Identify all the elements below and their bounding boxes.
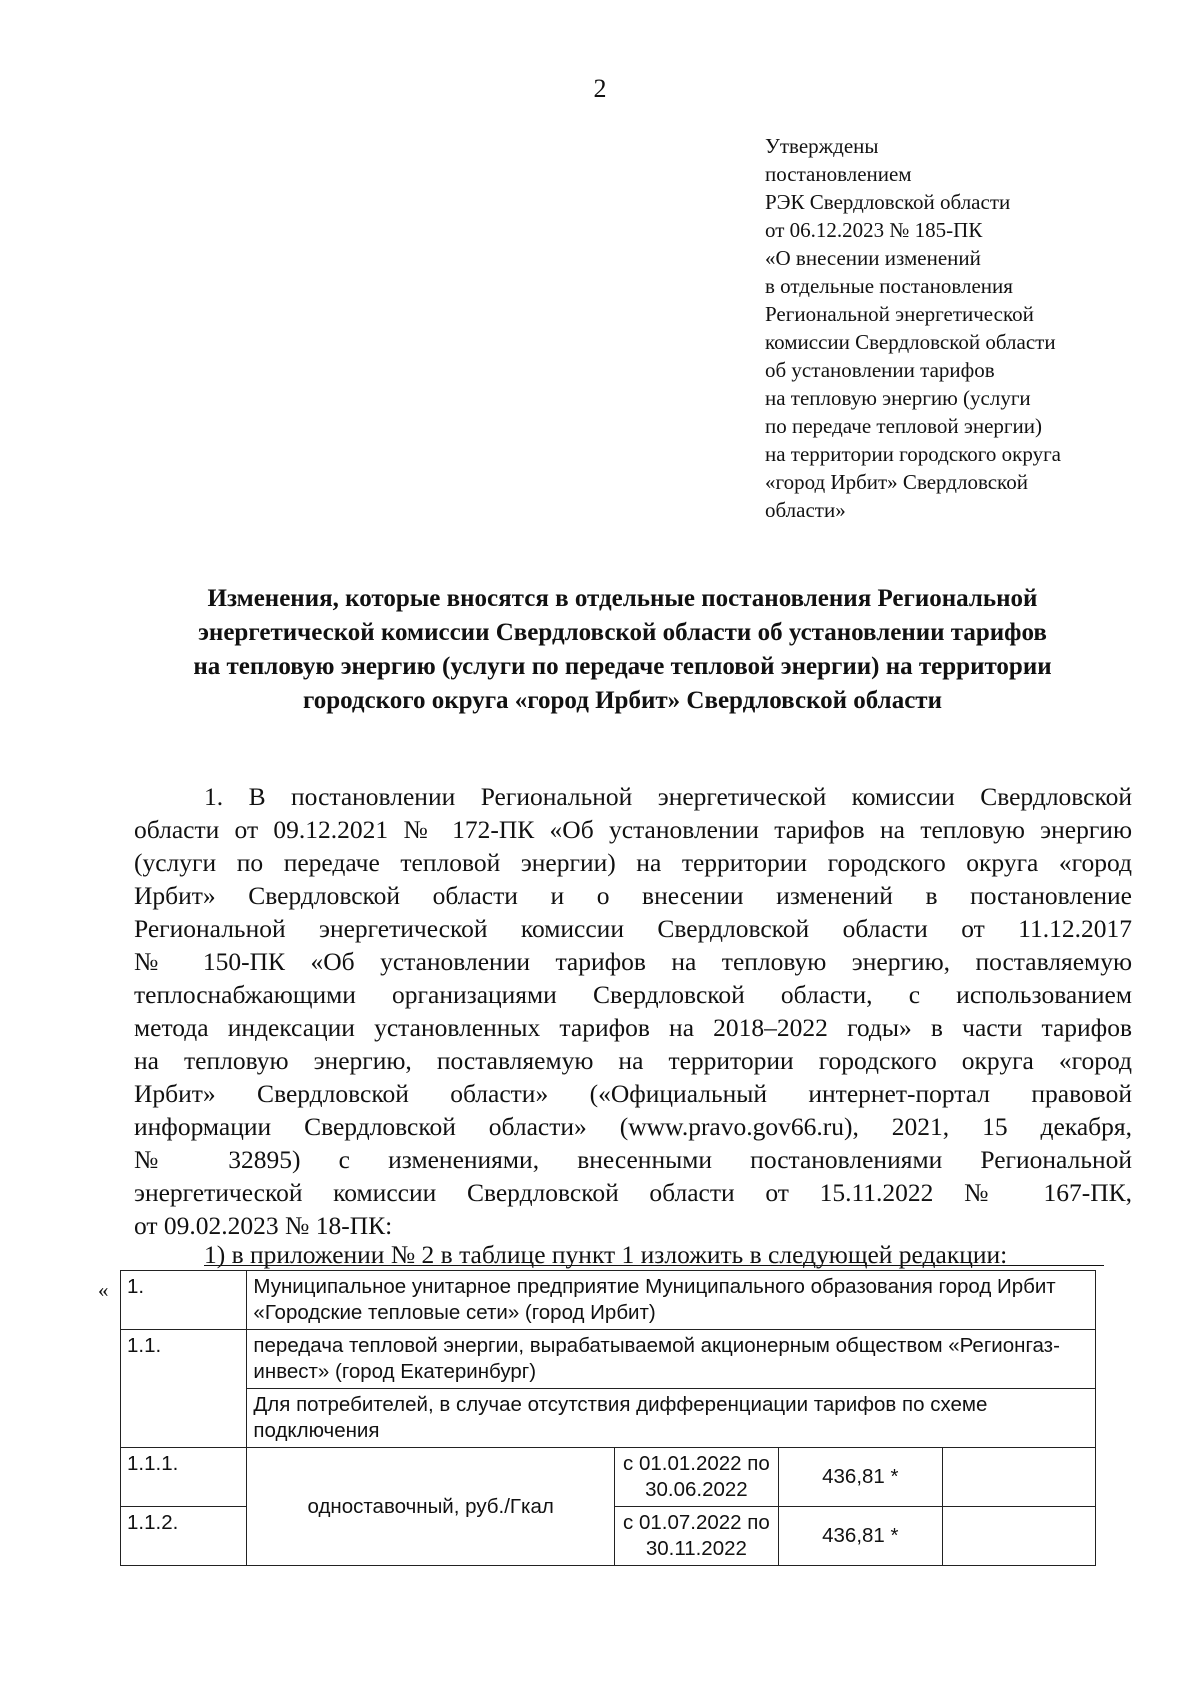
- approval-line: РЭК Свердловской области: [765, 190, 1011, 214]
- row-number: 1.: [121, 1271, 247, 1330]
- approval-line: области»: [765, 498, 846, 522]
- page-number: 2: [593, 74, 607, 103]
- body-line: Ирбит» Свердловской области и о внесении изменений в постановление: [134, 881, 1132, 910]
- approval-line: от 06.12.2023 № 185-ПК: [765, 218, 983, 242]
- approval-line: комиссии Свердловской области: [765, 330, 1056, 354]
- approval-line: по передаче тепловой энергии): [765, 414, 1043, 438]
- approval-line: на тепловую энергию (услуги: [765, 386, 1031, 410]
- row-number: 1.1.2.: [121, 1507, 247, 1566]
- subpoint-text: 1) в приложении № 2 в таблице пункт 1 изложить в следующей редакции:: [204, 1240, 1008, 1269]
- empty-cell: [942, 1507, 1095, 1566]
- approval-line: «город Ирбит» Свердловской: [765, 470, 1028, 494]
- document-title: [120, 582, 1125, 718]
- service-cell: передача тепловой энергии, вырабатываемой акционерным обществом «Регионгаз-инвест» (город Екатеринбург): [247, 1330, 1096, 1389]
- body-line: информации Свердловской области» (www.pravo.gov66.ru), 2021, 15 декабря,: [134, 1112, 1132, 1141]
- organization-cell: Муниципальное унитарное предприятие Муниципального образования город Ирбит «Городские тепловые сети» (город Ирбит): [247, 1271, 1096, 1330]
- body-paragraph: [134, 780, 1132, 1242]
- table-row: [121, 1271, 1096, 1330]
- approval-line: «О внесении изменений: [765, 246, 981, 270]
- approval-line: об установлении тарифов: [765, 358, 995, 382]
- approval-block: [765, 132, 1165, 524]
- approval-line: постановлением: [765, 162, 912, 186]
- body-line: на тепловую энергию, поставляемую на территории городского округа «город: [134, 1046, 1132, 1075]
- approval-line: Региональной энергетической: [765, 302, 1034, 326]
- body-line: (услуги по передаче тепловой энергии) на территории городского округа «город: [134, 848, 1132, 877]
- subpoint-underline: [204, 1265, 1104, 1266]
- period-cell: с 01.07.2022 по 30.11.2022: [614, 1507, 778, 1566]
- tariff-value-cell: 436,81 *: [778, 1448, 942, 1507]
- body-line: метода индексации установленных тарифов на 2018–2022 годы» в части тарифов: [134, 1013, 1132, 1042]
- empty-cell: [942, 1448, 1095, 1507]
- open-quote-mark: «: [98, 1278, 109, 1302]
- body-line: № 32895) с изменениями, внесенными постановлениями Региональной: [134, 1145, 1132, 1174]
- body-line: от 09.02.2023 № 18-ПК:: [134, 1211, 393, 1240]
- approval-line: в отдельные постановления: [765, 274, 1013, 298]
- tariff-table: [120, 1270, 1096, 1566]
- body-line: теплоснабжающими организациями Свердловской области, с использованием: [134, 980, 1132, 1009]
- body-line: 1. В постановлении Региональной энергетической комиссии Свердловской: [204, 782, 1132, 811]
- row-number: 1.1.1.: [121, 1448, 247, 1507]
- body-line: Региональной энергетической комиссии Свердловской области от 11.12.2017: [134, 914, 1132, 943]
- table-row: [121, 1330, 1096, 1389]
- body-line: области от 09.12.2021 № 172-ПК «Об установлении тарифов на тепловую энергию: [134, 815, 1132, 844]
- title-line: Изменения, которые вносятся в отдельные постановления Региональной: [207, 585, 1038, 612]
- body-line: № 150-ПК «Об установлении тарифов на тепловую энергию, поставляемую: [134, 947, 1132, 976]
- approval-line: Утверждены: [765, 134, 879, 158]
- body-line: энергетической комиссии Свердловской области от 15.11.2022 № 167-ПК,: [134, 1178, 1132, 1207]
- body-line: Ирбит» Свердловской области» («Официальный интернет-портал правовой: [134, 1079, 1132, 1108]
- table-row: [121, 1389, 1096, 1448]
- title-line: энергетической комиссии Свердловской области об установлении тарифов: [198, 619, 1047, 646]
- consumer-cell: Для потребителей, в случае отсутствия дифференциации тарифов по схеме подключения: [247, 1389, 1096, 1448]
- title-line: на тепловую энергию (услуги по передаче тепловой энергии) на территории: [193, 653, 1052, 680]
- period-cell: с 01.01.2022 по 30.06.2022: [614, 1448, 778, 1507]
- title-line: городского округа «город Ирбит» Свердловской области: [303, 687, 942, 714]
- row-number: 1.1.: [121, 1330, 247, 1448]
- approval-line: на территории городского округа: [765, 442, 1061, 466]
- tariff-type-cell: одноставочный, руб./Гкал: [247, 1448, 615, 1566]
- table-row: [121, 1448, 1096, 1507]
- tariff-value-cell: 436,81 *: [778, 1507, 942, 1566]
